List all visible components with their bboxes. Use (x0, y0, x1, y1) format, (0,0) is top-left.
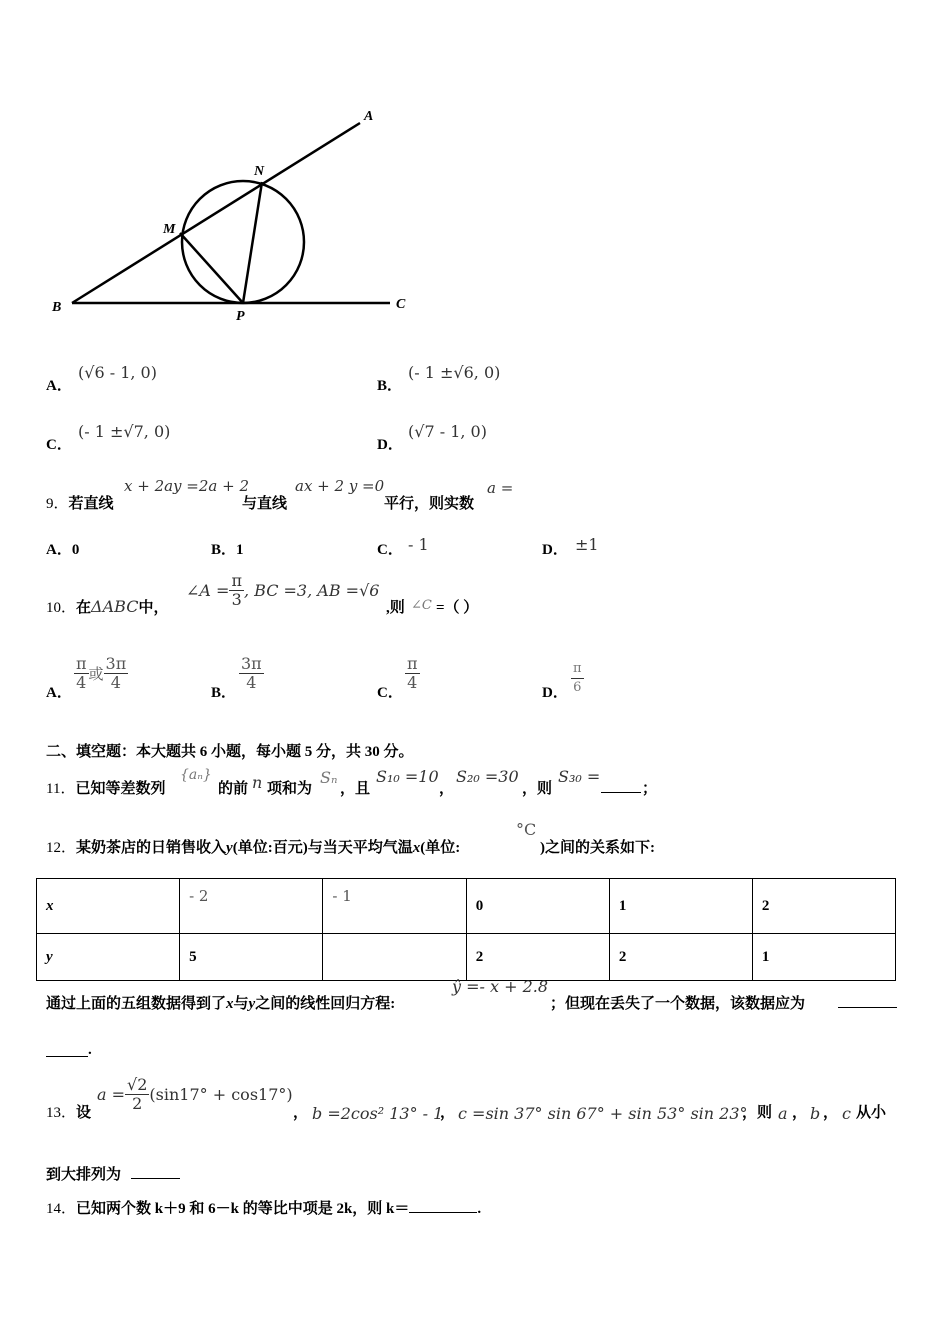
q9-var: a = (487, 479, 514, 497)
question-13 (46, 1101, 91, 1122)
question-text: 与 (233, 996, 249, 1012)
label-b: B (52, 300, 62, 315)
question-12 (46, 836, 460, 857)
q8-option-a-label[interactable]: A． (46, 378, 72, 394)
q10-option-b-label[interactable]: B． (211, 685, 237, 701)
denominator: 4 (407, 673, 418, 692)
answer-blank[interactable] (838, 1007, 897, 1008)
question-text: (单位:百元)与当天平均气温 (232, 840, 413, 856)
question-text: ； (642, 781, 658, 797)
q9-option-c-value: - 1 (408, 535, 429, 554)
data-table (36, 878, 896, 981)
s20-condition: S₂₀ =30 (456, 767, 519, 786)
question-text: . (88, 1042, 92, 1058)
denominator: 3 (231, 590, 242, 609)
question-text: 已知等差数列 (75, 781, 166, 797)
q10-option-d-value (571, 660, 584, 697)
answer-blank[interactable] (409, 1198, 477, 1213)
q8-option-b-value: (- 1 ±√6, 0) (408, 363, 501, 382)
side-conditions: , BC =3, AB =√6 (243, 581, 380, 600)
numerator: √2 (127, 1075, 148, 1094)
sequence-an: {aₙ} (180, 767, 212, 783)
question-text: 到大排列为 (46, 1167, 122, 1183)
denominator: 4 (110, 673, 121, 692)
question-text: ， (792, 1105, 808, 1121)
question-9 (46, 492, 114, 513)
option-value: 1 (236, 542, 244, 558)
q10-option-d-label[interactable]: D． (542, 685, 568, 701)
numerator: π (231, 571, 242, 590)
question-text: 中， (138, 600, 169, 616)
table-cell: 1 (752, 934, 895, 981)
a-rhs: (sin17° + cos17°) (149, 1085, 293, 1104)
question-text: ，则 (522, 781, 553, 797)
answer-blank-continued[interactable] (46, 1056, 88, 1057)
q8-option-a-value: (√6 - 1, 0) (78, 363, 157, 382)
q8-option-c-value: (- 1 ±√7, 0) (78, 422, 171, 441)
question-text: 项和为 (267, 781, 313, 797)
numerator: 3π (241, 654, 262, 673)
q10-option-c-label[interactable]: C． (377, 685, 403, 701)
or-text: 或 (88, 665, 104, 683)
q8-option-d-label[interactable]: D． (377, 437, 403, 453)
q10-condition (186, 572, 379, 609)
question-text: )之间的关系如下: (540, 840, 655, 856)
q9-option-a[interactable] (46, 538, 79, 559)
q8-option-c-label[interactable]: C． (46, 437, 72, 453)
angle-a: ∠A = (186, 581, 230, 600)
question-text: ， (439, 781, 455, 797)
q10-option-a-value (74, 655, 128, 692)
question-text: ,则 (386, 600, 405, 616)
s10-condition: S₁₀ =10 (376, 767, 439, 786)
denominator: 6 (573, 680, 582, 695)
table-cell (323, 934, 466, 981)
question-number: 14． (46, 1201, 77, 1217)
option-label: A． (46, 542, 72, 558)
question-text: 从小 (856, 1105, 887, 1121)
table-cell: 2 (752, 879, 895, 934)
q9-line2: ax + 2 y =0 (295, 477, 385, 495)
question-14 (46, 1197, 481, 1218)
question-text: 在 (76, 600, 92, 616)
segment-np (243, 182, 262, 303)
question-text: 设 (76, 1105, 92, 1121)
q10-option-b-value (239, 655, 264, 692)
answer-blank[interactable] (601, 792, 641, 793)
denominator: 4 (76, 673, 87, 692)
question-text: =（ ） (436, 600, 479, 616)
table-cell: y (37, 934, 180, 981)
label-m: M (163, 222, 176, 237)
angle-c: ∠C (411, 598, 432, 613)
question-text: 之间的线性回归方程: (255, 996, 396, 1012)
option-label: B． (211, 542, 237, 558)
question-text: 的前 (218, 781, 249, 797)
table-cell: x (37, 879, 180, 934)
numerator: π (571, 660, 584, 679)
numerator: 3π (105, 654, 127, 673)
question-text: 若直线 (68, 496, 114, 512)
label-p: P (236, 309, 245, 324)
s30-query: S₃₀ = (558, 767, 601, 786)
question-number: 10． (46, 600, 77, 616)
table-cell: 5 (180, 934, 323, 981)
q10-option-c-value (405, 655, 420, 692)
question-text: 与直线 (242, 496, 288, 512)
question-text: ， (293, 1105, 309, 1121)
q9-option-c-label[interactable]: C． (377, 542, 403, 558)
var-a: a (778, 1104, 788, 1123)
table-row (37, 934, 896, 981)
question-text: ，且 (340, 781, 371, 797)
question-text: (单位: (420, 840, 461, 856)
question-text: ， (440, 1105, 456, 1121)
var-x: x (226, 996, 234, 1012)
question-text: 平行，则实数 (384, 496, 475, 512)
var-y: y (226, 840, 233, 856)
q8-option-b-label[interactable]: B． (377, 378, 403, 394)
expr-c: c =sin 37° sin 67° + sin 53° sin 23° (458, 1104, 748, 1123)
question-text: 通过上面的五组数据得到了 (46, 996, 227, 1012)
regression-equation: ŷ =- x + 2.8 (452, 977, 549, 996)
question-11 (46, 777, 165, 798)
label-a: A (364, 109, 374, 124)
question-10 (46, 596, 168, 617)
circle (182, 181, 304, 303)
var-y: y (248, 996, 256, 1012)
q8-option-d-value: (√7 - 1, 0) (408, 422, 487, 441)
question-number: 13． (46, 1105, 77, 1121)
expr-b: b =2cos² 13° - 1 (312, 1104, 444, 1123)
var-b: b (810, 1104, 821, 1123)
table-row (37, 879, 896, 934)
var-c: c (842, 1104, 851, 1123)
q12-followup (46, 992, 395, 1013)
table-cell: - 1 (323, 879, 466, 934)
question-text: ，则 (742, 1105, 773, 1121)
numerator: π (76, 654, 87, 673)
q9-line1: x + 2ay =2a + 2 (124, 477, 249, 495)
label-n: N (254, 164, 265, 179)
denominator: 2 (132, 1094, 143, 1113)
a-lhs: a = (97, 1085, 126, 1104)
q9-option-d-value: ±1 (575, 535, 599, 554)
segment-mp (180, 233, 243, 303)
option-value: 0 (71, 542, 80, 558)
geometry-figure (40, 100, 420, 325)
q9-option-d-label[interactable]: D． (542, 542, 568, 558)
table-cell: 0 (466, 879, 609, 934)
numerator: π (407, 654, 418, 673)
question-number: 12． (46, 840, 77, 856)
table-cell: - 2 (180, 879, 323, 934)
question-number: 9． (46, 496, 69, 512)
var-x: x (412, 840, 421, 856)
line-ba (72, 123, 360, 303)
question-text: 已知两个数 k＋9 和 6－k 的等比中项是 2k，则 k＝ (76, 1201, 410, 1217)
denominator: 4 (246, 673, 257, 692)
question-number: 11． (46, 781, 76, 797)
q9-option-b[interactable] (211, 538, 244, 559)
unit-celsius: °C (516, 820, 537, 839)
q10-option-a-label[interactable]: A． (46, 685, 72, 701)
section-heading: 二、填空题：本大题共 6 小题，每小题 5 分，共 30 分。 (46, 744, 414, 760)
label-c: C (396, 297, 406, 312)
question-text: ， (823, 1105, 839, 1121)
table-cell: 1 (609, 879, 752, 934)
fraction-pi-3 (229, 572, 244, 609)
triangle-abc: ΔABC (91, 597, 139, 616)
table-cell: 2 (466, 934, 609, 981)
question-text: ；但现在丢失了一个数据，该数据应为 (550, 996, 806, 1012)
table-cell: 2 (609, 934, 752, 981)
answer-blank[interactable] (131, 1178, 180, 1179)
expr-a (97, 1076, 293, 1113)
sum-sn: Sₙ (320, 768, 338, 787)
var-n: n (252, 773, 263, 792)
question-text: 某奶茶店的日销售收入 (76, 840, 227, 856)
question-text: . (477, 1201, 482, 1217)
